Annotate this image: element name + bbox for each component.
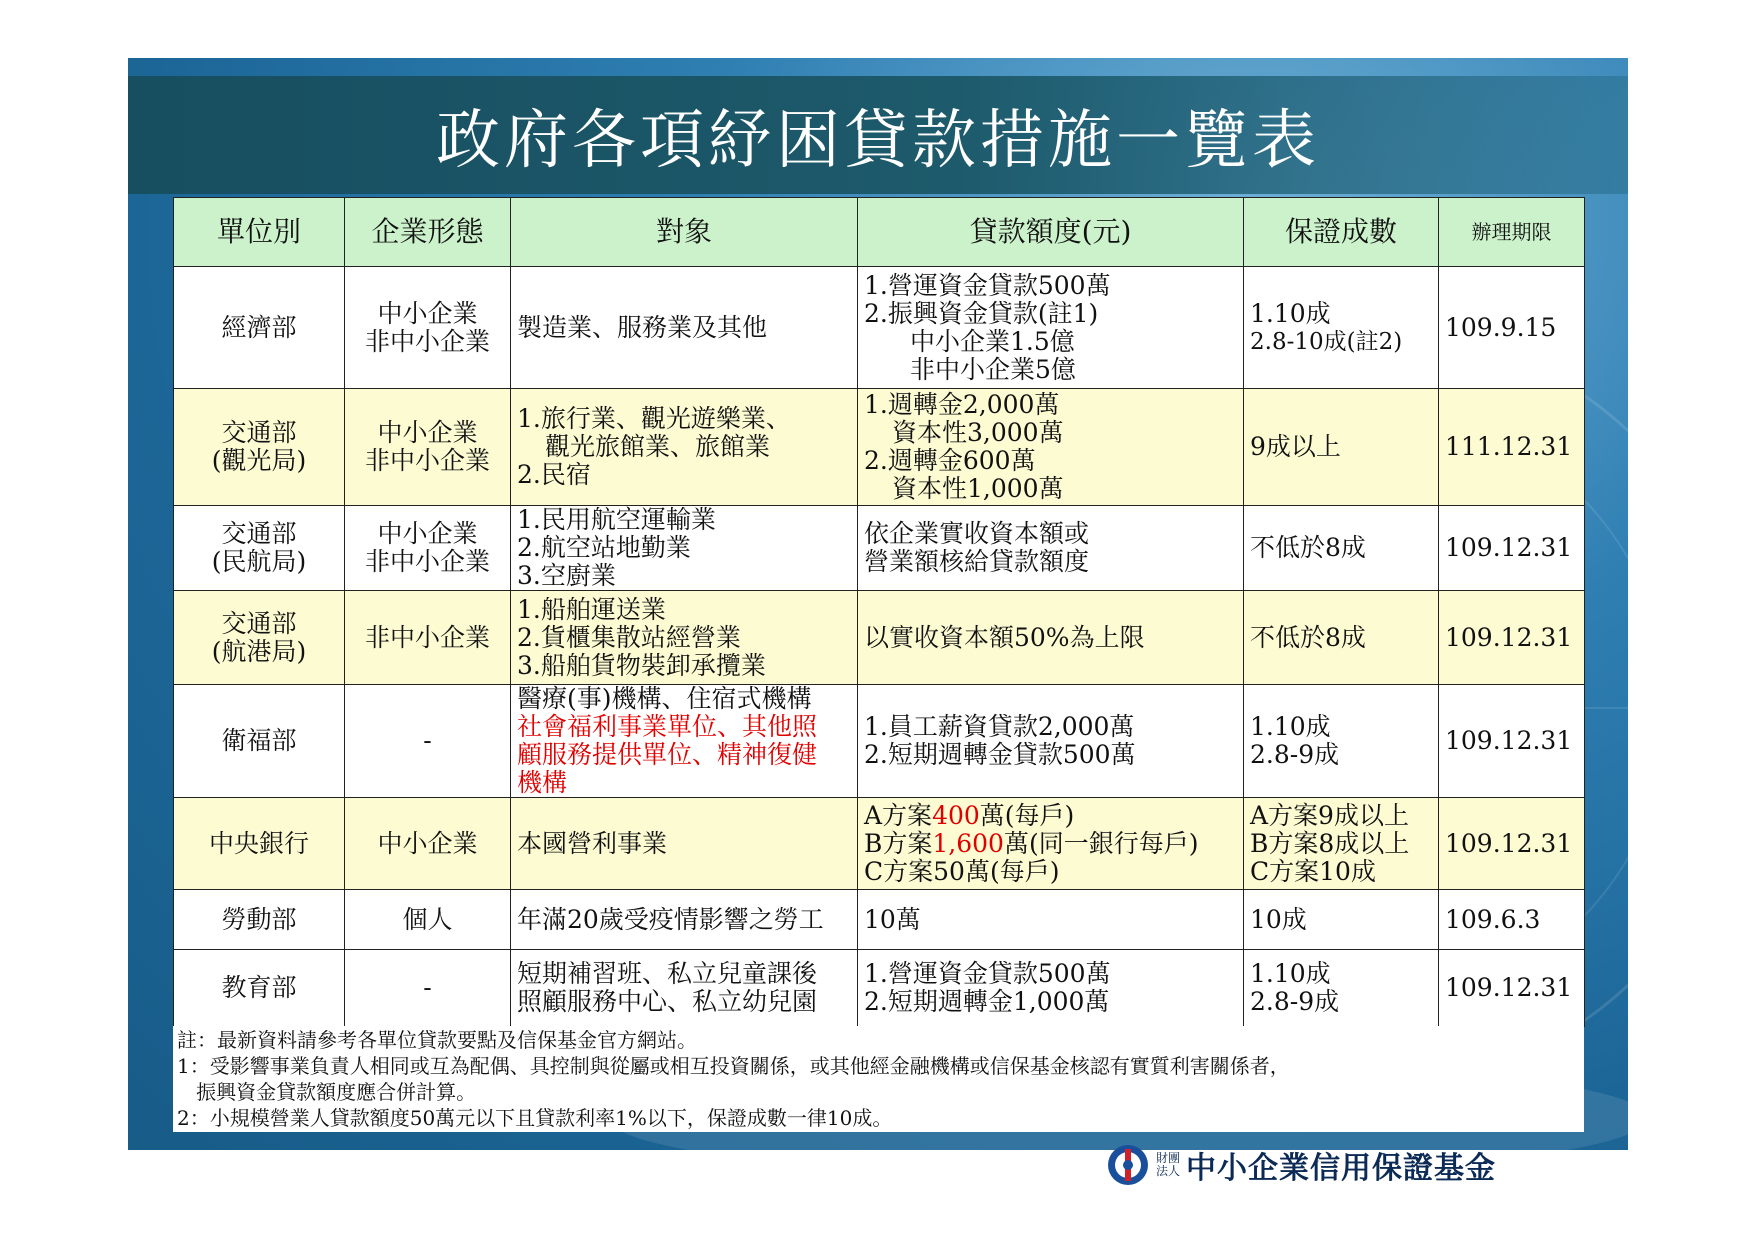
- guarantee-cell: 不低於8成: [1244, 591, 1439, 685]
- amount-cell: 1.員工薪資貸款2,000萬 2.短期週轉金貸款500萬: [858, 685, 1244, 798]
- table-row: [174, 591, 1585, 685]
- target-cell: 本國營利事業: [511, 798, 858, 890]
- amount-cell: 10萬: [858, 890, 1244, 950]
- target-cell: 1.船舶運送業 2.貨櫃集散站經營業 3.船舶貨物裝卸承攬業: [511, 591, 858, 685]
- target-cell: 製造業、服務業及其他: [511, 267, 858, 389]
- unit-cell: 衛福部: [174, 685, 345, 798]
- footnotes: [173, 1026, 1584, 1132]
- type-cell: 中小企業 非中小企業: [345, 389, 511, 506]
- amount-cell: 以實收資本額50%為上限: [858, 591, 1244, 685]
- amount-cell: 1.營運資金貸款500萬 2.短期週轉金1,000萬: [858, 950, 1244, 1027]
- deadline-cell: 109.12.31: [1439, 798, 1585, 890]
- type-cell: 非中小企業: [345, 591, 511, 685]
- type-cell: 中小企業 非中小企業: [345, 506, 511, 591]
- organization-logo: [1106, 1143, 1576, 1187]
- deadline-cell: 109.12.31: [1439, 950, 1585, 1027]
- header-type: 企業形態: [345, 198, 511, 267]
- header-guarantee: 保證成數: [1244, 198, 1439, 267]
- guarantee-cell: 1.10成 2.8-9成: [1244, 685, 1439, 798]
- amount-cell: A方案400萬(每戶) B方案1,600萬(同一銀行每戶) C方案50萬(每戶): [858, 798, 1244, 890]
- table-row: [174, 685, 1585, 798]
- unit-cell: 交通部 (民航局): [174, 506, 345, 591]
- logo-emblem-icon: [1106, 1143, 1150, 1187]
- note-line: 1：受影響事業負責人相同或互為配偶、具控制與從屬或相互投資關係，或其他經金融機構或信保基金核認有實質利害關係者，: [177, 1054, 1290, 1078]
- amount-cell: 1.週轉金2,000萬 資本性3,000萬 2.週轉金600萬 資本性1,000萬: [858, 389, 1244, 506]
- header-target: 對象: [511, 198, 858, 267]
- note-line: 註：最新資料請參考各單位貸款要點及信保基金官方網站。: [177, 1028, 697, 1052]
- amount-cell: 1.營運資金貸款500萬 2.振興資金貸款(註1) 中小企業1.5億 非中小企業5億: [858, 267, 1244, 389]
- deadline-cell: 109.12.31: [1439, 506, 1585, 591]
- table-row: [174, 950, 1585, 1027]
- logo-prefix: 財團 法人: [1156, 1151, 1181, 1178]
- unit-cell: 經濟部: [174, 267, 345, 389]
- target-cell: 1.旅行業、觀光遊樂業、 觀光旅館業、旅館業 2.民宿: [511, 389, 858, 506]
- target-cell: 醫療(事)機構、住宿式機構 社會福利事業單位、其他照 顧服務提供單位、精神復健 機構: [511, 685, 858, 798]
- note-line: 振興資金貸款額度應合併計算。: [177, 1080, 477, 1104]
- table-row: [174, 389, 1585, 506]
- deadline-cell: 109.12.31: [1439, 591, 1585, 685]
- note-line: 2：小規模營業人貸款額度50萬元以下且貸款利率1%以下，保證成數一律10成。: [177, 1106, 893, 1130]
- type-cell: 中小企業 非中小企業: [345, 267, 511, 389]
- target-cell: 短期補習班、私立兒童課後 照顧服務中心、私立幼兒園: [511, 950, 858, 1027]
- deadline-cell: 109.6.3: [1439, 890, 1585, 950]
- guarantee-cell: 10成: [1244, 890, 1439, 950]
- type-cell: -: [345, 950, 511, 1027]
- deadline-cell: 111.12.31: [1439, 389, 1585, 506]
- unit-cell: 勞動部: [174, 890, 345, 950]
- logo-name: 中小企業信用保證基金: [1186, 1151, 1497, 1186]
- table-header-row: [174, 198, 1585, 267]
- guarantee-cell: 1.10成 2.8-10成(註2): [1244, 267, 1439, 389]
- deadline-cell: 109.12.31: [1439, 685, 1585, 798]
- guarantee-cell: 1.10成 2.8-9成: [1244, 950, 1439, 1027]
- type-cell: 中小企業: [345, 798, 511, 890]
- table-row: [174, 890, 1585, 950]
- unit-cell: 交通部 (航港局): [174, 591, 345, 685]
- header-unit: 單位別: [174, 198, 345, 267]
- loan-measures-table: [173, 197, 1585, 1027]
- unit-cell: 中央銀行: [174, 798, 345, 890]
- table-row: [174, 506, 1585, 591]
- unit-cell: 交通部 (觀光局): [174, 389, 345, 506]
- amount-cell: 依企業實收資本額或 營業額核給貸款額度: [858, 506, 1244, 591]
- header-amount: 貸款額度(元): [858, 198, 1244, 267]
- unit-cell: 教育部: [174, 950, 345, 1027]
- deadline-cell: 109.9.15: [1439, 267, 1585, 389]
- header-deadline: 辦理期限: [1439, 198, 1585, 267]
- guarantee-cell: 不低於8成: [1244, 506, 1439, 591]
- type-cell: -: [345, 685, 511, 798]
- page-title: 政府各項紓困貸款措施一覽表: [436, 104, 1320, 178]
- guarantee-cell: 9成以上: [1244, 389, 1439, 506]
- table-row: [174, 798, 1585, 890]
- type-cell: 個人: [345, 890, 511, 950]
- table-row: [174, 267, 1585, 389]
- target-cell: 1.民用航空運輸業 2.航空站地勤業 3.空廚業: [511, 506, 858, 591]
- guarantee-cell: A方案9成以上 B方案8成以上 C方案10成: [1244, 798, 1439, 890]
- target-cell: 年滿20歲受疫情影響之勞工: [511, 890, 858, 950]
